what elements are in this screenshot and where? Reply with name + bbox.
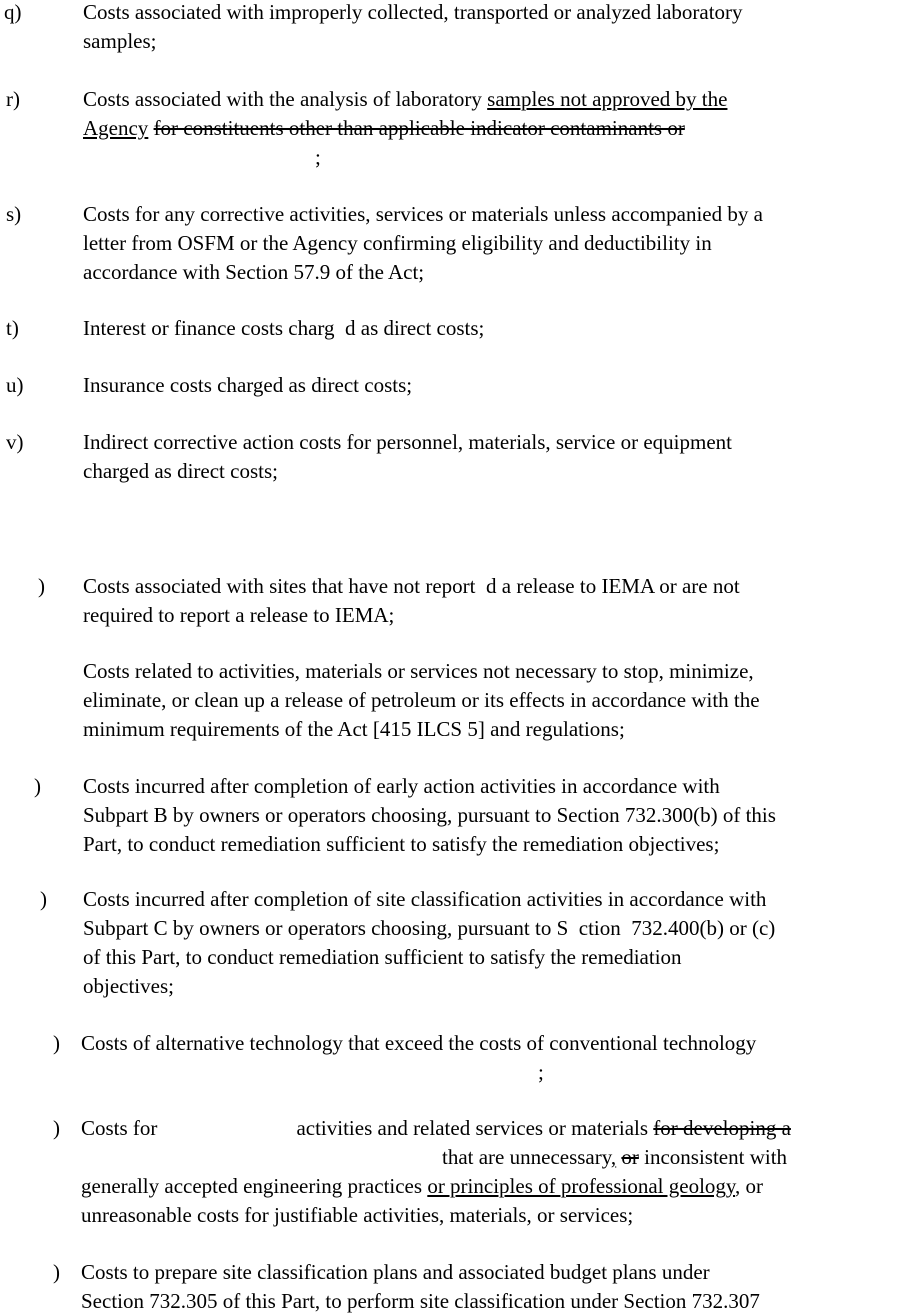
text-line: Costs incurred after completion of early action activities in accordance with <box>83 774 720 798</box>
text-line <box>81 1143 896 1172</box>
item-text <box>83 572 898 630</box>
text-segment: , or <box>735 1174 764 1198</box>
item-text <box>83 0 898 56</box>
text-line: of this Part, to conduct remediation sufficient to satisfy the remediation <box>83 945 682 969</box>
item-text <box>83 657 898 744</box>
deleted-text: or <box>621 1145 639 1169</box>
item-text <box>81 1258 896 1316</box>
item-text <box>81 1029 896 1087</box>
item-label: ) <box>53 1260 60 1284</box>
text-line: ; <box>315 145 321 169</box>
text-segment: Costs for <box>81 1116 158 1140</box>
text-line: unreasonable costs for justifiable activities, materials, or services; <box>81 1203 634 1227</box>
text-line: Costs related to activities, materials or services not necessary to stop, minimize, <box>83 659 754 683</box>
text-line: charged as direct costs; <box>83 459 278 483</box>
text-line: Costs of alternative technology that exceed the costs of conventional technology <box>81 1031 757 1055</box>
item-text <box>83 428 898 486</box>
inserted-text: , <box>610 1145 617 1169</box>
text-line: Subpart B by owners or operators choosing, pursuant to Section 732.300(b) of this <box>83 803 776 827</box>
item-text <box>83 772 898 859</box>
text-line: Indirect corrective action costs for personnel, materials, service or equipment <box>83 430 732 454</box>
item-text <box>81 1114 896 1230</box>
text-line <box>81 1172 896 1201</box>
item-label: ) <box>40 887 47 911</box>
item-text <box>83 885 898 1001</box>
item-text <box>83 85 898 172</box>
item-label: r) <box>6 87 20 111</box>
text-line: eliminate, or clean up a release of petroleum or its effects in accordance with the <box>83 688 760 712</box>
text-line: accordance with Section 57.9 of the Act; <box>83 260 425 284</box>
deleted-text: for developing a <box>653 1116 791 1140</box>
text-segment: inconsistent with <box>638 1145 788 1169</box>
inserted-text: Agency <box>83 116 149 140</box>
text-line: Subpart C by owners or operators choosing, pursuant to S ction 732.400(b) or (c) <box>83 916 776 940</box>
item-text <box>83 371 898 400</box>
text-line <box>83 114 898 143</box>
text-line: Insurance costs charged as direct costs; <box>83 373 413 397</box>
text-line: Part, to conduct remediation sufficient to satisfy the remediation objectives; <box>83 832 720 856</box>
text-line: Interest or finance costs charg d as direct costs; <box>83 316 485 340</box>
text-line: minimum requirements of the Act [415 ILCS 5] and regulations; <box>83 717 625 741</box>
text-line: Costs associated with sites that have not report d a release to IEMA or are not <box>83 574 740 598</box>
item-label: u) <box>6 373 24 397</box>
text-line: ; <box>538 1060 544 1084</box>
text-line: letter from OSFM or the Agency confirming eligibility and deductibility in <box>83 231 712 255</box>
deleted-text: for constituents other than applicable indicator contaminants or <box>153 116 685 140</box>
text-line <box>83 85 898 114</box>
item-label: s) <box>6 202 22 226</box>
item-label: q) <box>4 0 22 24</box>
text-line: Costs to prepare site classification plans and associated budget plans under <box>81 1260 710 1284</box>
text-line: Costs for any corrective activities, services or materials unless accompanied by a <box>83 202 763 226</box>
item-text <box>83 314 898 343</box>
text-segment: that are unnecessary <box>442 1145 611 1169</box>
text-line: Costs incurred after completion of site classification activities in accordance with <box>83 887 767 911</box>
text-line: Section 732.305 of this Part, to perform site classification under Section 732.307 <box>81 1289 760 1313</box>
text-segment: Costs associated with the analysis of laboratory <box>83 87 488 111</box>
item-label: ) <box>53 1031 60 1055</box>
text-line: samples; <box>83 29 157 53</box>
text-segment: generally accepted engineering practices <box>81 1174 428 1198</box>
text-line: required to report a release to IEMA; <box>83 603 395 627</box>
text-segment: activities and related services or materials <box>296 1116 654 1140</box>
item-label: t) <box>6 316 19 340</box>
item-text <box>83 200 898 287</box>
item-label: v) <box>6 430 24 454</box>
item-label: ) <box>38 574 45 598</box>
inserted-text: or principles of professional geology <box>427 1174 736 1198</box>
text-line <box>81 1114 896 1143</box>
item-label: ) <box>53 1116 60 1140</box>
text-line: Costs associated with improperly collected, transported or analyzed laboratory <box>83 0 743 24</box>
inserted-text: samples not approved by the <box>487 87 728 111</box>
text-line: objectives; <box>83 974 174 998</box>
item-label: ) <box>34 774 41 798</box>
